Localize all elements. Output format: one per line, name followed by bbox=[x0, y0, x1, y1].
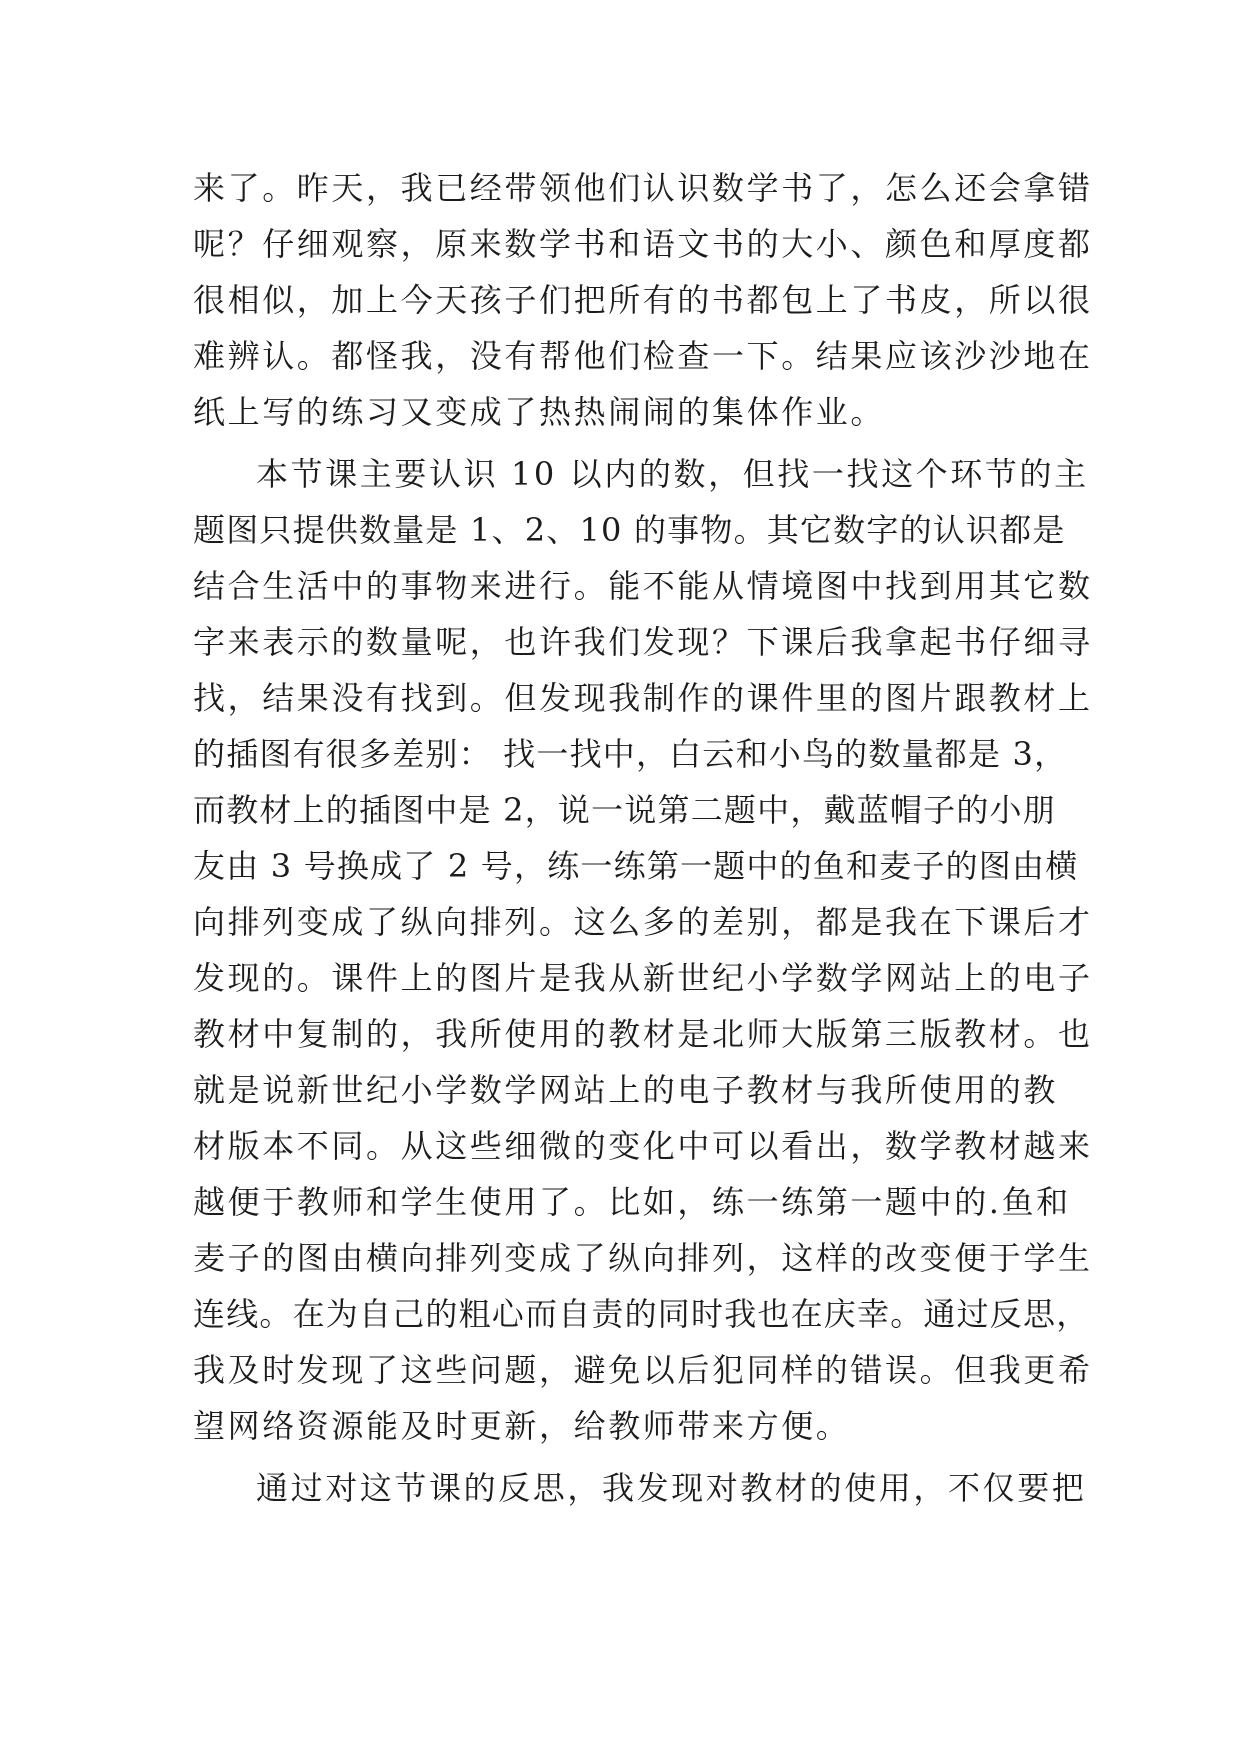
text-line: 连线。在为自己的粗心而自责的同时我也在庆幸。通过反思， bbox=[193, 1295, 1090, 1333]
text-line: 来了。昨天，我已经带领他们认识数学书了，怎么还会拿错 bbox=[193, 169, 1093, 207]
text-line: 而教材上的插图中是 2，说一说第二题中，戴蓝帽子的小朋 bbox=[193, 791, 1056, 829]
text-line: 呢？仔细观察，原来数学书和语文书的大小、颜色和厚度都 bbox=[193, 225, 1093, 263]
text-line: 发现的。课件上的图片是我从新世纪小学数学网站上的电子 bbox=[193, 959, 1093, 997]
text-line: 找，结果没有找到。但发现我制作的课件里的图片跟教材上 bbox=[193, 679, 1093, 717]
text-line: 结合生活中的事物来进行。能不能从情境图中找到用其它数 bbox=[193, 567, 1093, 605]
text-line: 题图只提供数量是 1、2、10 的事物。其它数字的认识都是 bbox=[193, 511, 1066, 549]
text-line: 纸上写的练习又变成了热热闹闹的集体作业。 bbox=[193, 393, 886, 431]
text-line: 难辨认。都怪我，没有帮他们检查一下。结果应该沙沙地在 bbox=[193, 337, 1093, 375]
paragraph-start-line: 本节课主要认识 10 以内的数，但找一找这个环节的主 bbox=[256, 455, 1089, 493]
text-line: 望网络资源能及时更新，给教师带来方便。 bbox=[193, 1407, 851, 1445]
text-line: 字来表示的数量呢，也许我们发现？下课后我拿起书仔细寻 bbox=[193, 623, 1093, 661]
text-line: 友由 3 号换成了 2 号，练一练第一题中的鱼和麦子的图由横 bbox=[193, 847, 1079, 885]
text-line: 教材中复制的，我所使用的教材是北师大版第三版教材。也 bbox=[193, 1015, 1093, 1053]
text-line: 就是说新世纪小学数学网站上的电子教材与我所使用的教 bbox=[193, 1071, 1059, 1109]
text-line: 越便于教师和学生使用了。比如，练一练第一题中的.鱼和 bbox=[193, 1183, 1071, 1221]
text-line: 很相似，加上今天孩子们把所有的书都包上了书皮，所以很 bbox=[193, 281, 1093, 319]
text-line: 我及时发现了这些问题，避免以后犯同样的错误。但我更希 bbox=[193, 1351, 1093, 1389]
text-line: 麦子的图由横向排列变成了纵向排列，这样的改变便于学生 bbox=[193, 1239, 1093, 1277]
text-line: 材版本不同。从这些细微的变化中可以看出，数学教材越来 bbox=[193, 1127, 1093, 1165]
paragraph-start-line: 通过对这节课的反思，我发现对教材的使用，不仅要把 bbox=[256, 1469, 1087, 1507]
text-line: 的插图有很多差别： 找一找中，白云和小鸟的数量都是 3， bbox=[193, 735, 1068, 773]
text-line: 向排列变成了纵向排列。这么多的差别，都是我在下课后才 bbox=[193, 903, 1093, 941]
